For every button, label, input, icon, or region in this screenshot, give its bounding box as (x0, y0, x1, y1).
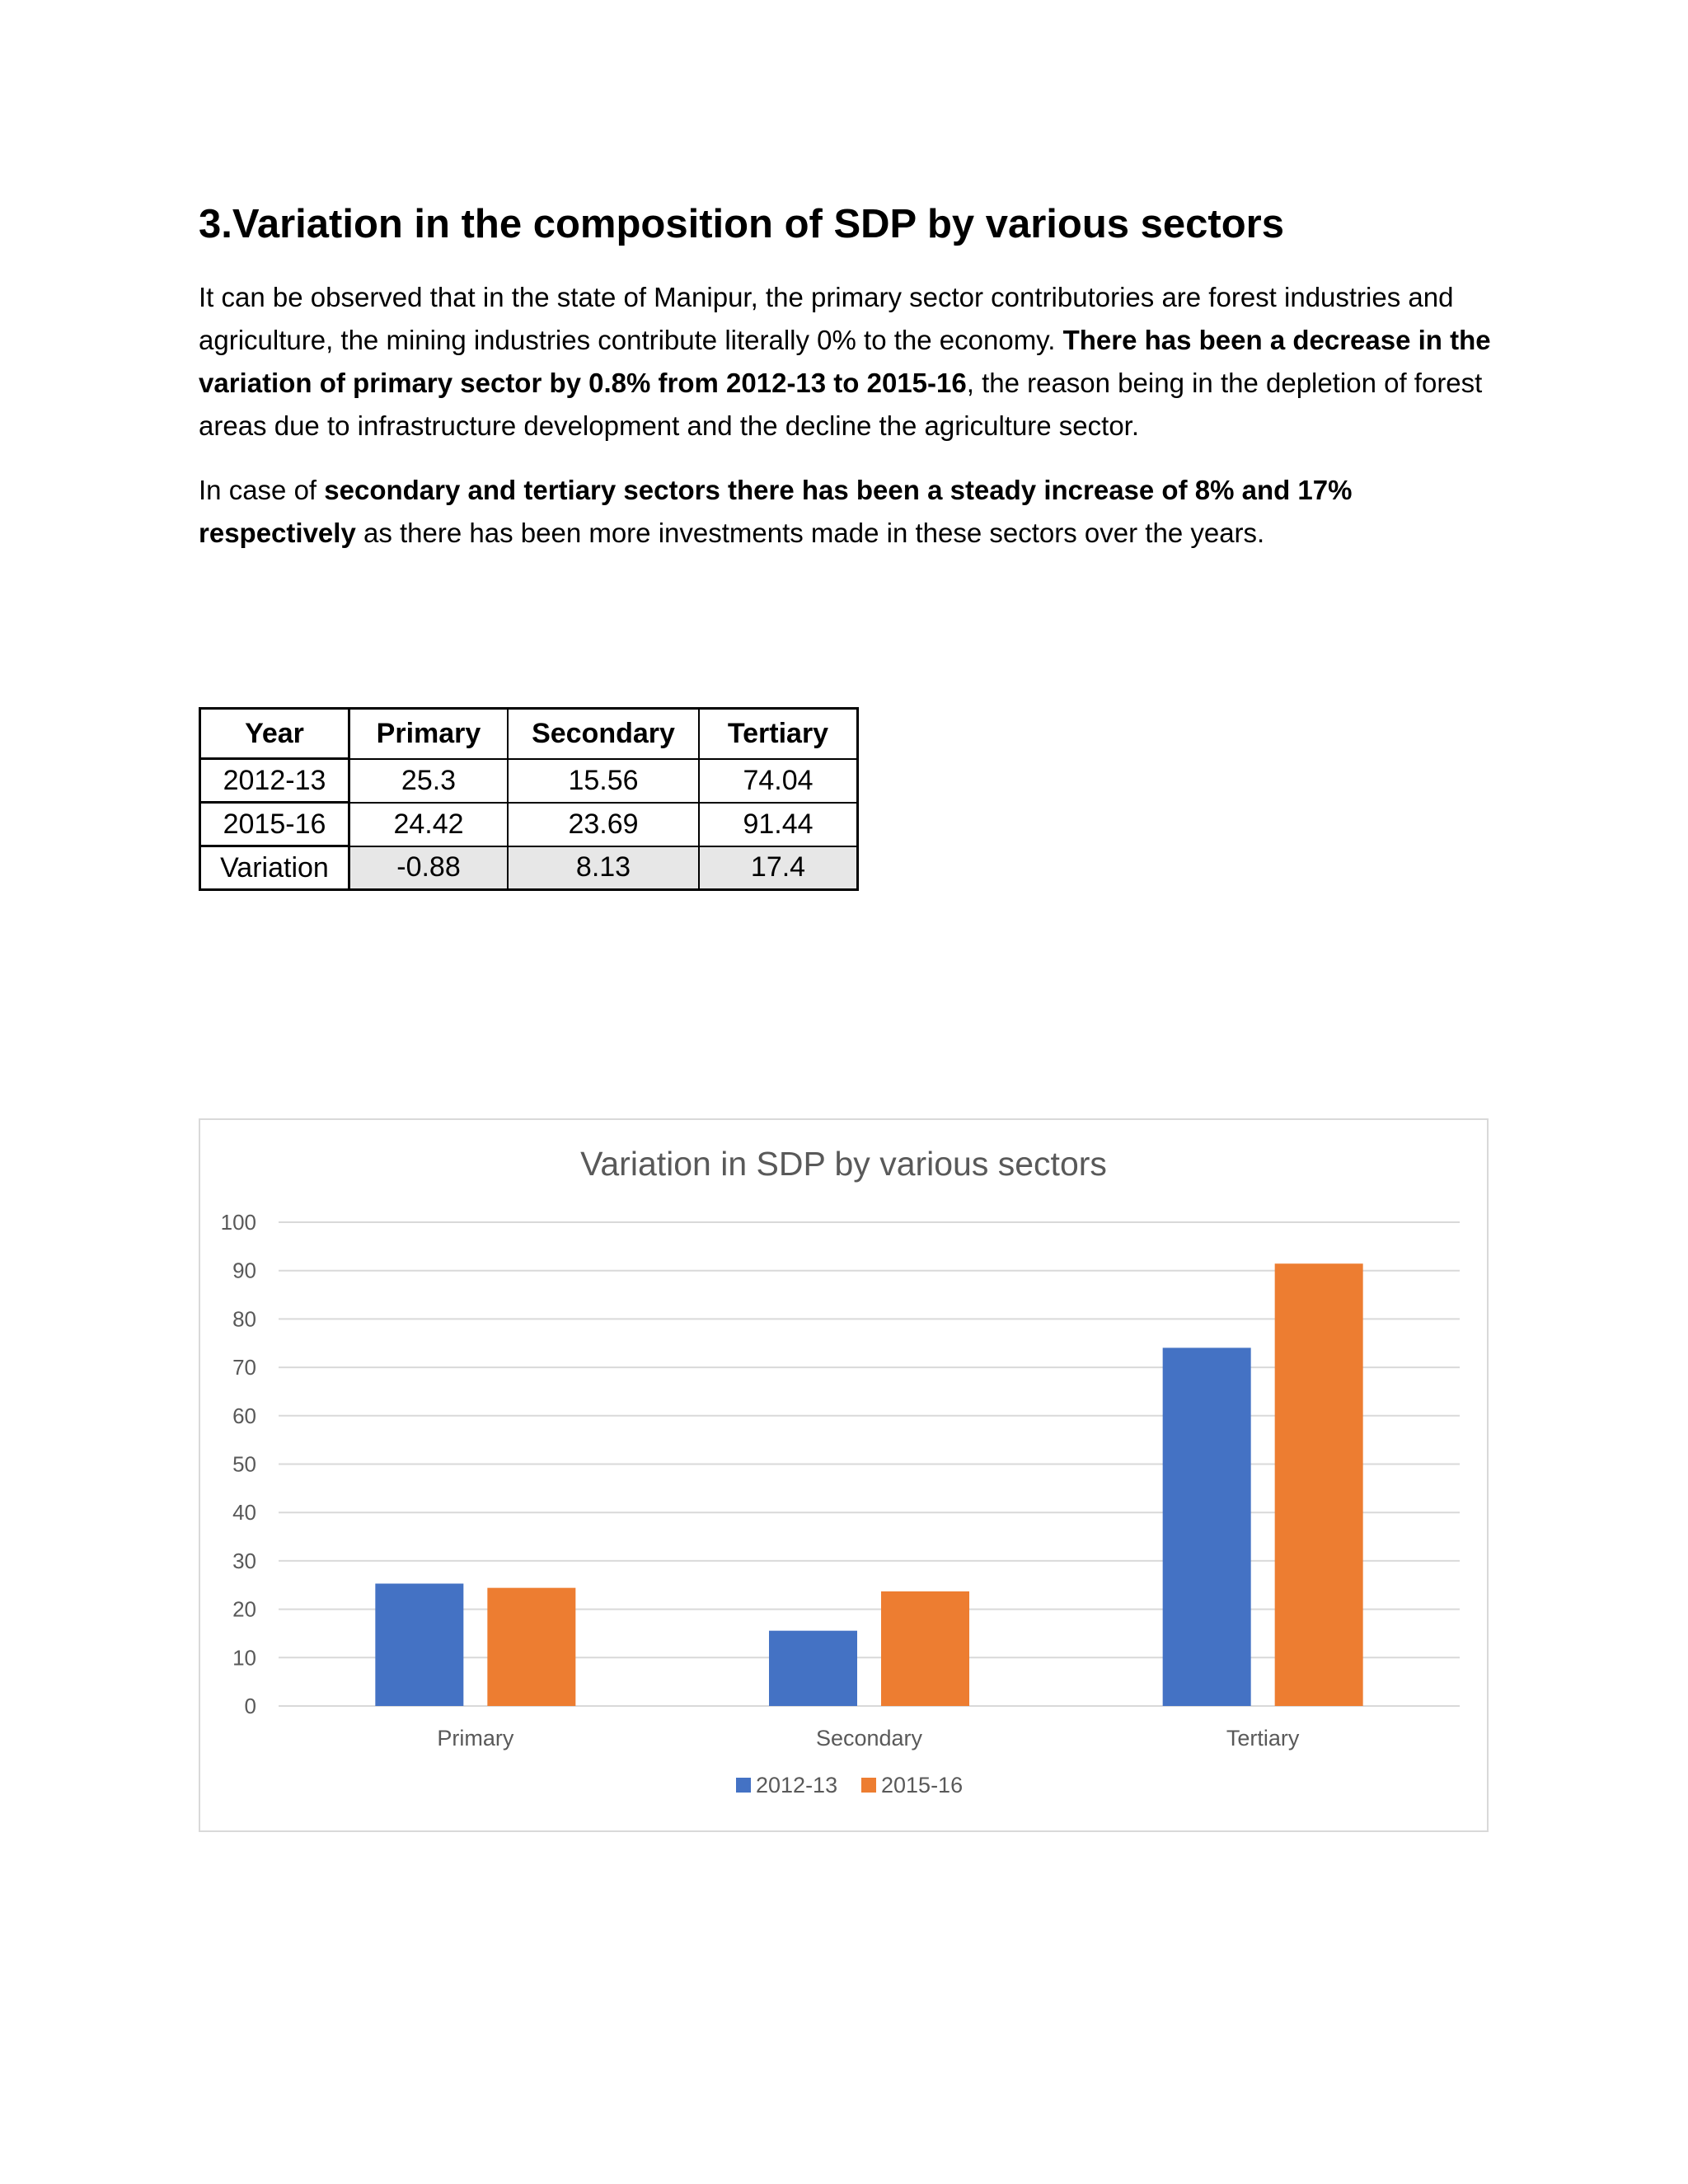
x-tick-label: Tertiary (1226, 1726, 1300, 1750)
legend-swatch (736, 1778, 751, 1793)
table-cell: 24.42 (349, 803, 509, 846)
y-tick-label: 40 (232, 1500, 256, 1526)
table-header-cell: Year (200, 709, 349, 759)
table-cell: 15.56 (508, 759, 699, 803)
legend-label: 2015-16 (881, 1773, 964, 1797)
y-tick-label: 80 (232, 1306, 256, 1332)
table-cell: 8.13 (508, 846, 699, 890)
chart-container (199, 1118, 1489, 1832)
bar-2015-16-primary (487, 1588, 575, 1706)
paragraph-text: It can be observed that in the state of Manipur, the primary sector contributories are forest industries and agriculture, the mining industries contribute literally 0% to the economy. (199, 282, 1454, 355)
paragraph-primary-sector (199, 276, 1501, 448)
bar-2015-16-secondary (881, 1591, 969, 1706)
table-cell: 25.3 (349, 759, 509, 803)
y-tick-label: 60 (232, 1403, 256, 1428)
table-header-cell: Primary (349, 709, 509, 759)
chart-title: Variation in SDP by various sectors (580, 1145, 1107, 1183)
table-header-row (200, 709, 858, 759)
paragraph-text: , the reason being in the depletion of forest areas due to infrastructure development and the decline the agriculture sector. (199, 368, 1483, 441)
table-cell: 23.69 (508, 803, 699, 846)
table-header-cell: Tertiary (699, 709, 858, 759)
bar-2012-13-tertiary (1163, 1347, 1251, 1706)
paragraph-bold-text: secondary and tertiary sectors there has been a steady increase of 8% and 17% respectively (199, 475, 1353, 548)
section-heading: 3.Variation in the composition of SDP by various sectors (199, 202, 1284, 246)
y-tick-label: 0 (244, 1694, 256, 1718)
y-tick-label: 50 (232, 1451, 256, 1477)
table-header-cell: Secondary (508, 709, 699, 759)
y-tick-label: 20 (232, 1596, 256, 1622)
table-row-label: 2012-13 (200, 759, 349, 803)
table-cell: -0.88 (349, 846, 509, 890)
table-cell: 74.04 (699, 759, 858, 803)
legend-label: 2012-13 (756, 1773, 838, 1797)
paragraph-text: In case of (199, 475, 325, 505)
paragraph-secondary-tertiary (199, 469, 1501, 555)
bar-2015-16-tertiary (1275, 1263, 1363, 1706)
y-tick-label: 100 (220, 1210, 256, 1235)
table-cell: 17.4 (699, 846, 858, 890)
table-row (200, 803, 858, 846)
paragraph-bold-text: There has been a decrease in the variation of primary sector by 0.8% from 2012-13 to 2015-16 (199, 325, 1491, 398)
bar-2012-13-secondary (769, 1631, 857, 1706)
bar-chart (200, 1120, 1490, 1834)
table-row (200, 846, 858, 890)
y-tick-label: 90 (232, 1258, 256, 1283)
x-tick-label: Primary (437, 1726, 514, 1750)
paragraph-text: as there has been more investments made in these sectors over the years. (355, 518, 1265, 548)
y-tick-label: 70 (232, 1355, 256, 1380)
table-row-label: 2015-16 (200, 803, 349, 846)
sdp-table (199, 707, 859, 891)
bar-2012-13-primary (375, 1583, 463, 1706)
table-cell: 91.44 (699, 803, 858, 846)
legend-swatch (861, 1778, 876, 1793)
table-row (200, 759, 858, 803)
x-tick-label: Secondary (815, 1726, 923, 1750)
y-tick-label: 30 (232, 1548, 256, 1573)
y-tick-label: 10 (232, 1645, 256, 1671)
table-row-label: Variation (200, 846, 349, 890)
